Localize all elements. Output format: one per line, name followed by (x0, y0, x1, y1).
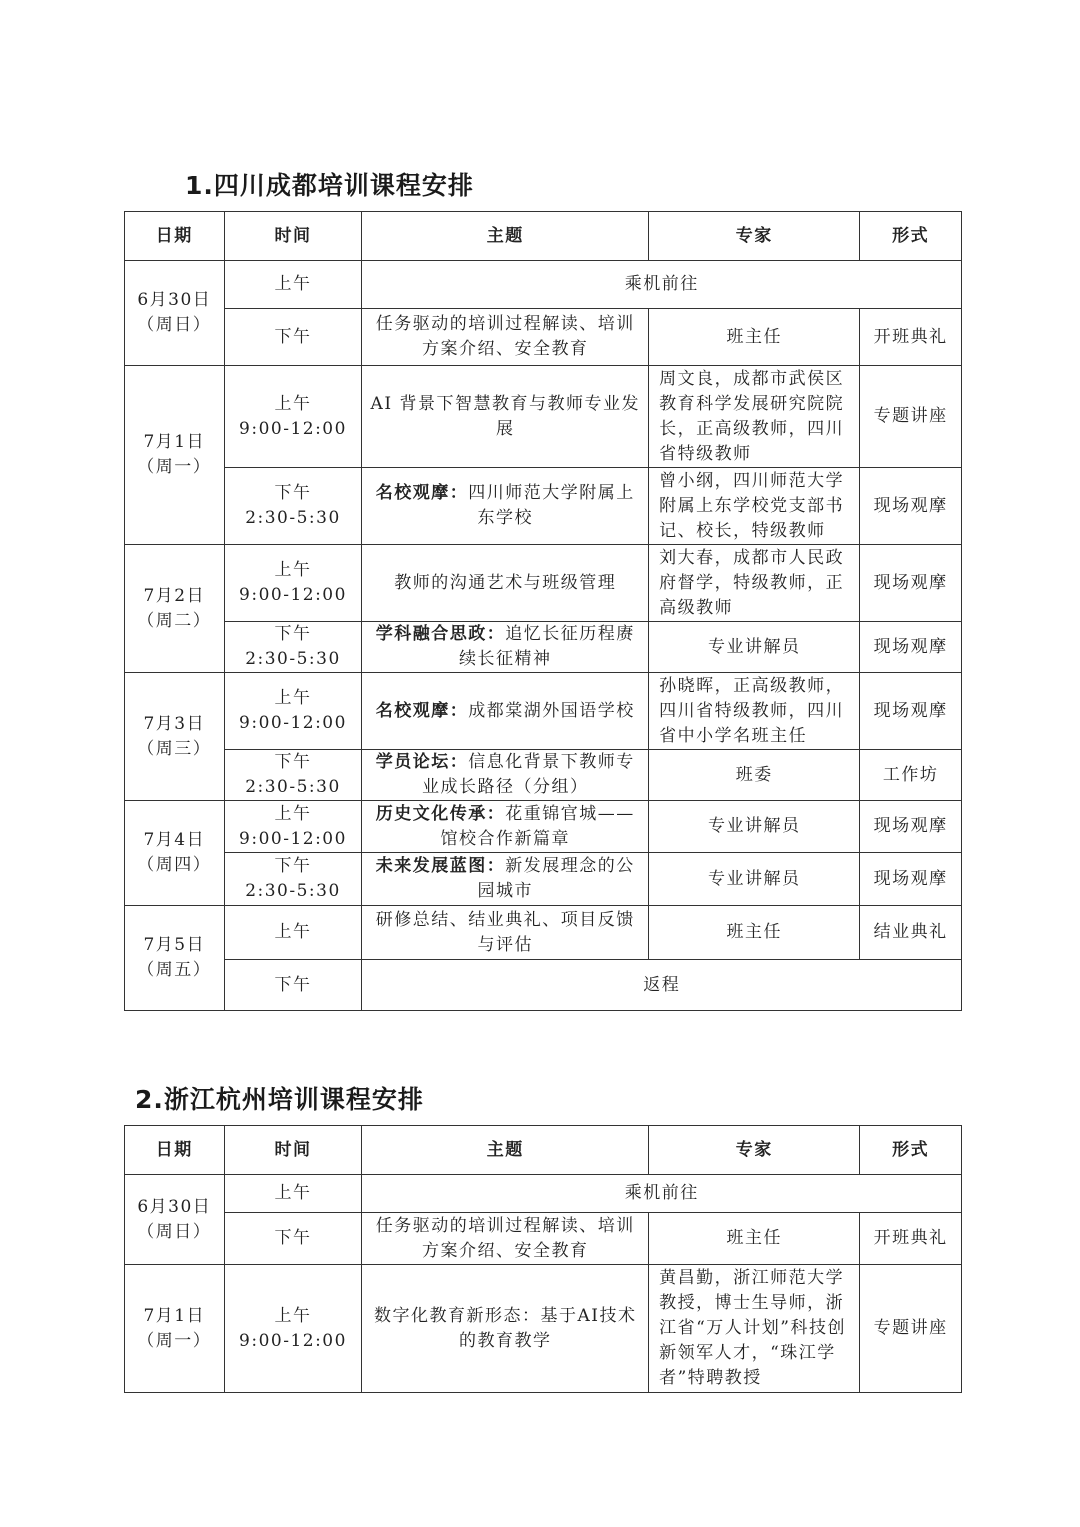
time-cell: 下午 (224, 309, 362, 366)
expert-cell: 曾小纲，四川师范大学附属上东学校党支部书记、校长，特级教师 (649, 468, 860, 545)
table-row (125, 1175, 962, 1213)
date-cell (125, 673, 225, 801)
time-period: 上午 (274, 393, 312, 414)
topic-text: 追忆长征历程赓续长征精神 (459, 624, 635, 669)
header-row (125, 212, 962, 261)
form-cell: 专题讲座 (860, 366, 962, 468)
time-cell (224, 673, 362, 750)
time-cell (224, 622, 362, 673)
time-range: 2:30-5:30 (245, 649, 341, 669)
topic-bold-label: 学员论坛： (375, 752, 469, 772)
form-cell: 开班典礼 (860, 1213, 962, 1265)
table-row (125, 1213, 962, 1265)
header-expert: 专家 (649, 212, 860, 261)
table-row (125, 366, 962, 468)
time-period: 下午 (274, 483, 312, 503)
topic-cell (362, 853, 649, 906)
date-text: 6月30日 (137, 290, 212, 310)
topic-cell: 数字化教育新形态：基于AI技术的教育教学 (362, 1265, 649, 1393)
form-cell: 现场观摩 (860, 545, 962, 622)
topic-bold-label: 未来发展蓝图： (375, 856, 506, 876)
time-period: 上午 (274, 1305, 312, 1326)
table-row (125, 309, 962, 366)
topic-cell (362, 673, 649, 750)
form-cell: 现场观摩 (860, 673, 962, 750)
topic-cell: 任务驱动的培训过程解读、培训方案介绍、安全教育 (362, 1213, 649, 1265)
date-text: 7月1日 (143, 1305, 206, 1326)
form-cell: 现场观摩 (860, 622, 962, 673)
header-date: 日期 (125, 1126, 225, 1175)
topic-text: 四川师范大学附属上东学校 (468, 483, 635, 528)
weekday-text: （周二） (137, 610, 212, 631)
time-cell (224, 1265, 362, 1393)
date-cell (125, 906, 225, 1011)
expert-cell: 班主任 (649, 1213, 860, 1265)
expert-cell: 周文良，成都市武侯区教育科学发展研究院院长，正高级教师，四川省特级教师 (649, 366, 860, 468)
topic-cell (362, 622, 649, 673)
date-cell (125, 1265, 225, 1393)
time-cell: 上午 (224, 1175, 362, 1213)
date-text: 7月4日 (143, 830, 206, 850)
section-2-title: 2.浙江杭州培训课程安排 (135, 1085, 424, 1114)
date-text: 6月30日 (137, 1196, 212, 1217)
topic-cell: 研修总结、结业典礼、项目反馈与评估 (362, 906, 649, 960)
table-row (125, 853, 962, 906)
time-range: 2:30-5:30 (245, 777, 341, 797)
date-text: 7月2日 (143, 585, 206, 606)
weekday-text: （周日） (137, 315, 212, 335)
form-cell: 现场观摩 (860, 468, 962, 545)
form-cell: 专题讲座 (860, 1265, 962, 1393)
time-cell: 下午 (224, 1213, 362, 1265)
topic-bold-label: 名校观摩： (375, 700, 469, 721)
expert-cell: 班主任 (649, 906, 860, 960)
section-1-title: 1.四川成都培训课程安排 (185, 171, 474, 200)
time-range: 9:00-12:00 (239, 418, 347, 439)
date-cell (125, 366, 225, 545)
header-time: 时间 (224, 212, 362, 261)
expert-cell: 专业讲解员 (649, 622, 860, 673)
topic-cell (362, 468, 649, 545)
table-row (125, 545, 962, 622)
time-cell (224, 366, 362, 468)
header-topic: 主题 (362, 1126, 649, 1175)
time-period: 下午 (274, 856, 312, 876)
table-row (125, 750, 962, 801)
form-cell: 结业典礼 (860, 906, 962, 960)
span-cell: 乘机前往 (362, 261, 962, 309)
time-cell: 上午 (224, 261, 362, 309)
weekday-text: （周一） (137, 1330, 212, 1351)
expert-cell: 黄昌勤，浙江师范大学教授，博士生导师，浙江省“万人计划”科技创新领军人才，“珠江学者”特聘教授 (649, 1265, 860, 1393)
time-cell: 上午 (224, 906, 362, 960)
topic-text: 信息化背景下教师专业成长路径（分组） (422, 752, 635, 797)
header-row (125, 1126, 962, 1175)
time-period: 上午 (274, 688, 312, 708)
time-cell: 下午 (224, 960, 362, 1011)
time-cell (224, 801, 362, 853)
table-row (125, 622, 962, 673)
expert-cell: 班主任 (649, 309, 860, 366)
time-cell (224, 545, 362, 622)
table-row (125, 468, 962, 545)
table-row (125, 801, 962, 853)
date-text: 7月5日 (143, 935, 206, 955)
topic-text: 新发展理念的公园城市 (477, 856, 635, 901)
time-range: 9:00-12:00 (239, 828, 347, 849)
time-period: 下午 (274, 624, 312, 644)
weekday-text: （周三） (137, 738, 212, 759)
header-expert: 专家 (649, 1126, 860, 1175)
date-text: 7月3日 (143, 713, 206, 734)
topic-cell (362, 750, 649, 801)
topic-bold-label: 学科融合思政： (375, 624, 506, 644)
weekday-text: （周五） (137, 960, 212, 980)
date-text: 7月1日 (143, 432, 206, 452)
time-range: 9:00-12:00 (239, 1330, 347, 1351)
time-range: 9:00-12:00 (239, 713, 347, 733)
weekday-text: （周四） (137, 855, 212, 875)
topic-cell: 任务驱动的培训过程解读、培训方案介绍、安全教育 (362, 309, 649, 366)
time-range: 2:30-5:30 (245, 881, 341, 901)
time-range: 2:30-5:30 (245, 508, 341, 528)
date-cell (125, 801, 225, 906)
form-cell: 工作坊 (860, 750, 962, 801)
time-range: 9:00-12:00 (239, 585, 347, 605)
span-cell: 返程 (362, 960, 962, 1011)
table-row (125, 960, 962, 1011)
topic-text: 花重锦官城——馆校合作新篇章 (440, 803, 635, 849)
expert-cell: 孙晓晖，正高级教师，四川省特级教师，四川省中小学名班主任 (649, 673, 860, 750)
table-row (125, 1265, 962, 1393)
date-cell (125, 1175, 225, 1265)
table-row (125, 673, 962, 750)
form-cell: 现场观摩 (860, 853, 962, 906)
date-cell (125, 545, 225, 673)
topic-bold-label: 历史文化传承： (375, 803, 506, 824)
topic-cell: AI 背景下智慧教育与教师专业发展 (362, 366, 649, 468)
header-form: 形式 (860, 1126, 962, 1175)
expert-cell: 班委 (649, 750, 860, 801)
time-cell (224, 468, 362, 545)
table-row (125, 906, 962, 960)
time-cell (224, 750, 362, 801)
date-cell (125, 261, 225, 366)
weekday-text: （周日） (137, 1221, 212, 1242)
header-date: 日期 (125, 212, 225, 261)
topic-text: 成都棠湖外国语学校 (468, 700, 635, 721)
time-period: 上午 (274, 803, 312, 824)
schedule-table-zhejiang (124, 1125, 962, 1393)
form-cell: 现场观摩 (860, 801, 962, 853)
header-form: 形式 (860, 212, 962, 261)
topic-cell (362, 801, 649, 853)
header-topic: 主题 (362, 212, 649, 261)
header-time: 时间 (224, 1126, 362, 1175)
time-period: 下午 (274, 752, 312, 772)
expert-cell: 刘大春，成都市人民政府督学，特级教师，正高级教师 (649, 545, 860, 622)
span-cell: 乘机前往 (362, 1175, 962, 1213)
expert-cell: 专业讲解员 (649, 853, 860, 906)
form-cell: 开班典礼 (860, 309, 962, 366)
topic-cell: 教师的沟通艺术与班级管理 (362, 545, 649, 622)
time-cell (224, 853, 362, 906)
time-period: 上午 (274, 560, 312, 580)
weekday-text: （周一） (137, 457, 212, 477)
schedule-table-sichuan (124, 211, 962, 1011)
topic-bold-label: 名校观摩： (375, 483, 469, 503)
expert-cell: 专业讲解员 (649, 801, 860, 853)
table-row (125, 261, 962, 309)
